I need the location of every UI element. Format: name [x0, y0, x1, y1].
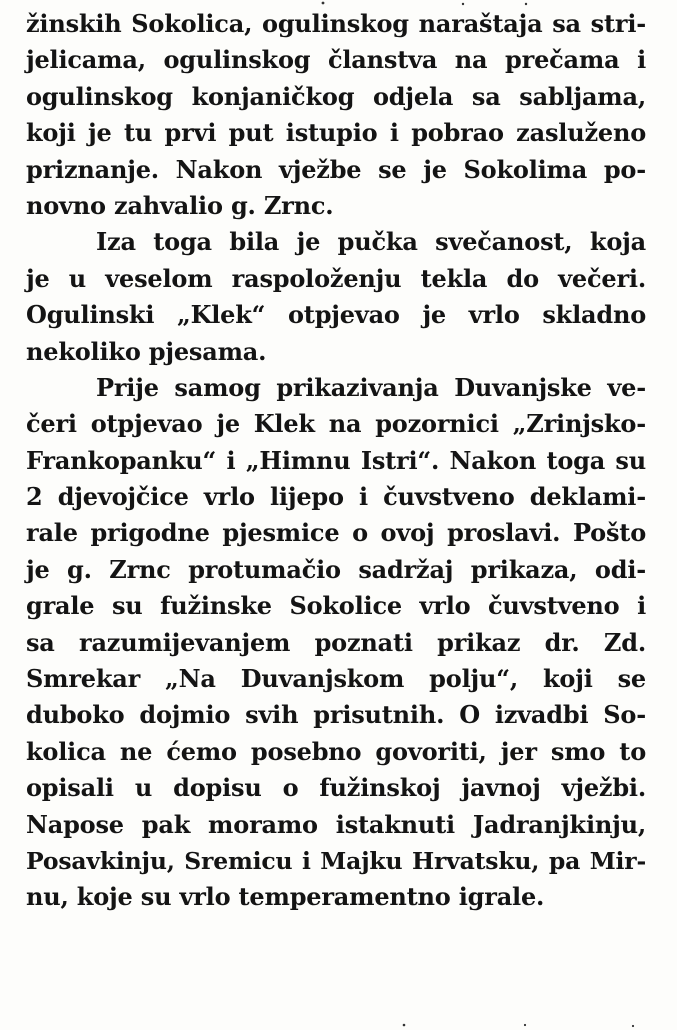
- text-line: Frankopanku“ i „Himnu Istri“. Nakon toga su: [26, 445, 646, 475]
- text-line: Ogulinski „Klek“ otpjevao je vrlo skladno: [26, 300, 646, 330]
- text-line: jelicama, ogulinskog članstva na prečama i: [26, 45, 646, 75]
- text-line: čeri otpjevao je Klek na pozornici „Zrinjsko-: [26, 409, 646, 439]
- text-line: ogulinskog konjaničkog odjela sa sabljama,: [26, 81, 646, 111]
- text-line: duboko dojmio svih prisutnih. O izvadbi So-: [26, 700, 646, 730]
- text-line: opisali u dopisu o fužinskoj javnoj vježbi.: [26, 773, 646, 803]
- text-line: rale prigodne pjesmice o ovoj proslavi. Pošto: [26, 518, 646, 548]
- text-line: Prije samog prikazivanja Duvanjske ve-: [96, 372, 646, 402]
- text-line: priznanje. Nakon vježbe se je Sokolima po-: [26, 154, 646, 184]
- text-line: Posavkinju, Sremicu i Majku Hrvatsku, pa Mir-: [26, 846, 646, 875]
- text-line: 2 djevojčice vrlo lijepo i čuvstveno deklami-: [26, 482, 646, 512]
- article-column: [26, 6, 646, 916]
- text-line: Iza toga bila je pučka svečanost, koja: [96, 227, 646, 257]
- text-line: Napose pak moramo istaknuti Jadranjkinju,: [26, 809, 646, 839]
- text-line: nekoliko pjesama.: [26, 336, 267, 366]
- paragraph: [26, 224, 646, 370]
- paragraph: [26, 370, 646, 916]
- text-line: kolica ne ćemo posebno govoriti, jer smo to: [26, 736, 646, 766]
- text-line: grale su fužinske Sokolice vrlo čuvstveno i: [26, 591, 646, 621]
- text-line: Smrekar „Na Duvanjskom polju“, koji se: [26, 664, 646, 694]
- text-line: novno zahvalio g. Zrnc.: [26, 190, 334, 220]
- text-line: žinskih Sokolica, ogulinskog naraštaja sa stri-: [26, 9, 646, 38]
- paragraph: [26, 6, 646, 224]
- text-line: je u veselom raspoloženju tekla do večeri.: [26, 263, 646, 293]
- text-line: nu, koje su vrlo temperamentno igrale.: [26, 882, 545, 912]
- text-line: je g. Zrnc protumačio sadržaj prikaza, odi-: [26, 554, 646, 584]
- text-line: sa razumijevanjem poznati prikaz dr. Zd.: [26, 627, 646, 657]
- text-line: koji je tu prvi put istupio i pobrao zasluženo: [26, 118, 646, 148]
